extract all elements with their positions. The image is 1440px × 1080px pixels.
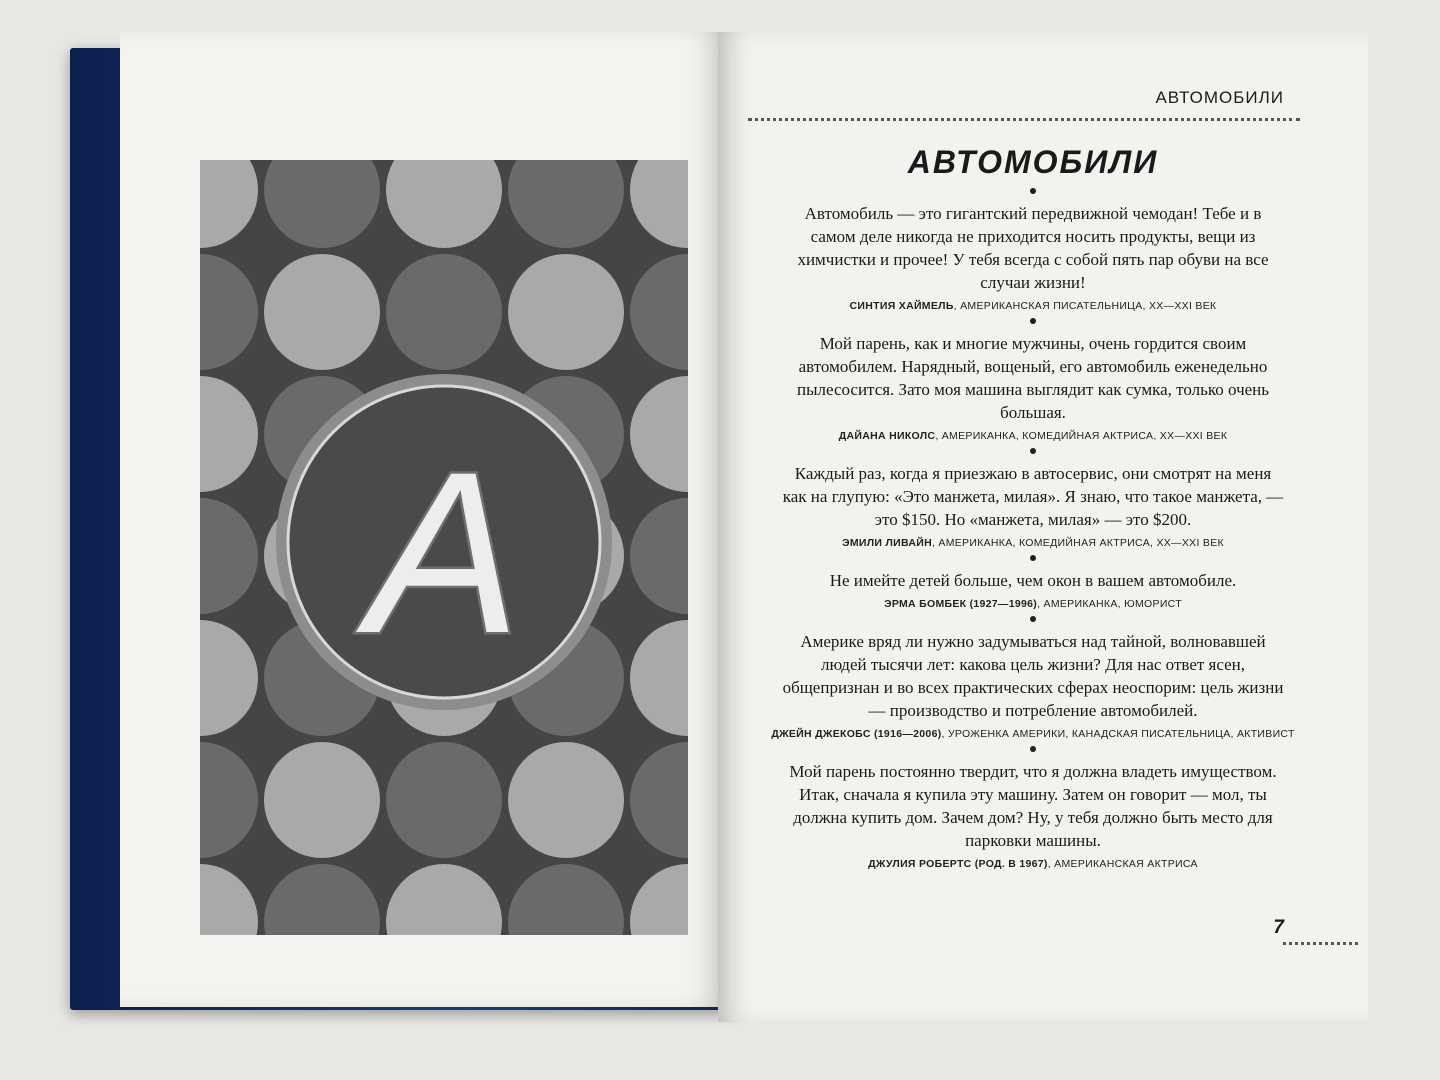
- quote-author-note: , АМЕРИКАНСКАЯ ПИСАТЕЛЬНИЦА, XX—XXI ВЕК: [953, 300, 1217, 312]
- quote-attribution: [748, 598, 1318, 610]
- quote-text: Не имейте детей больше, чем окон в вашем автомобиле.: [829, 571, 1237, 590]
- top-dotted-rule: [748, 118, 1300, 121]
- chapter-illustration: [200, 160, 688, 935]
- pattern-dot: [508, 254, 624, 370]
- quote-author-note: , АМЕРИКАНКА, ЮМОРИСТ: [1037, 598, 1182, 610]
- pattern-dot: [386, 742, 502, 858]
- quote-text: Мой парень, как и многие мужчины, очень гордится своим автомобилем. Нарядный, вощеный, его автомобиль еженедельно пылесосится. Зато моя машина выглядит как сумка, только очень большая.: [796, 334, 1270, 422]
- quote-attribution: [748, 728, 1318, 740]
- quote-text: Америке вряд ли нужно задумываться над тайной, волновавшей людей тысячи лет: какова цель жизни? Для нас ответ ясен, общепризнан и во всех практических сферах неоспорим: цель жизни — производство и потребление автомобилей.: [782, 632, 1284, 720]
- quote-author: ДЖУЛИЯ РОБЕРТС (РОД. В 1967): [868, 858, 1048, 870]
- bullet-dot: [1030, 318, 1036, 324]
- quote-author-note: , АМЕРИКАНКА, КОМЕДИЙНАЯ АКТРИСА, XX—XXI ВЕК: [931, 537, 1224, 549]
- running-head: АВТОМОБИЛИ: [1155, 88, 1284, 107]
- bullet-dot: [1030, 448, 1036, 454]
- quote-attribution: [748, 537, 1318, 549]
- quote-block: [748, 555, 1318, 610]
- quote-author-note: , АМЕРИКАНКА, КОМЕДИЙНАЯ АКТРИСА, XX—XXI ВЕК: [935, 430, 1228, 442]
- bullet-dot: [1030, 188, 1036, 194]
- quote-block: [748, 616, 1318, 740]
- pattern-dot: [508, 742, 624, 858]
- quote-block: [748, 188, 1318, 312]
- quote-author: ЭРМА БОМБЕК (1927—1996): [884, 598, 1038, 610]
- pattern-dot: [264, 742, 380, 858]
- quote-block: [748, 318, 1318, 442]
- pattern-dot: [264, 254, 380, 370]
- quote-text: Каждый раз, когда я приезжаю в автосервис, они смотрят на меня как на глупую: «Это манжета, милая». Я знаю, что такое манжета, — это $150. Но «манжета, милая» — это $200.: [782, 464, 1284, 529]
- bullet-dot: [1030, 555, 1036, 561]
- quote-author: ДЖЕЙН ДЖЕКОБС (1916—2006): [771, 728, 942, 740]
- quotes-list: [748, 182, 1318, 876]
- left-page: [120, 32, 720, 1007]
- bullet-dot: [1030, 746, 1036, 752]
- quote-block: [748, 746, 1318, 870]
- quote-attribution: [748, 858, 1318, 870]
- quote-author-note: , АМЕРИКАНСКАЯ АКТРИСА: [1047, 858, 1198, 870]
- bullet-dot: [1030, 616, 1036, 622]
- right-page: [718, 32, 1368, 1022]
- quote-attribution: [748, 300, 1318, 312]
- quote-text: Мой парень постоянно твердит, что я должна владеть имуществом. Итак, сначала я купила эту машину. Затем он говорит — мол, ты должна купить дом. Зачем дом? Ну, у тебя должно быть место для парковки машины.: [789, 762, 1277, 850]
- quote-author-note: , УРОЖЕНКА АМЕРИКИ, КАНАДСКАЯ ПИСАТЕЛЬНИЦА, АКТИВИСТ: [941, 728, 1295, 740]
- quote-text: Автомобиль — это гигантский передвижной чемодан! Тебе и в самом деле никогда не приходится носить продукты, вещи из химчистки и прочее! У тебя всегда с собой пять пар обуви на все случаи жизни!: [797, 204, 1269, 292]
- quote-author: СИНТИЯ ХАЙМЕЛЬ: [849, 300, 954, 312]
- bottom-dotted-rule: [1283, 942, 1358, 945]
- page-number: 7: [1273, 917, 1284, 938]
- chapter-title: АВТОМОБИЛИ: [907, 144, 1159, 180]
- quote-author: ДАЙАНА НИКОЛС: [838, 430, 936, 442]
- pattern-dot: [386, 254, 502, 370]
- quote-attribution: [748, 430, 1318, 442]
- quote-block: [748, 448, 1318, 549]
- illustration-letter: A: [367, 424, 521, 681]
- quote-author: ЭМИЛИ ЛИВАЙН: [842, 537, 932, 549]
